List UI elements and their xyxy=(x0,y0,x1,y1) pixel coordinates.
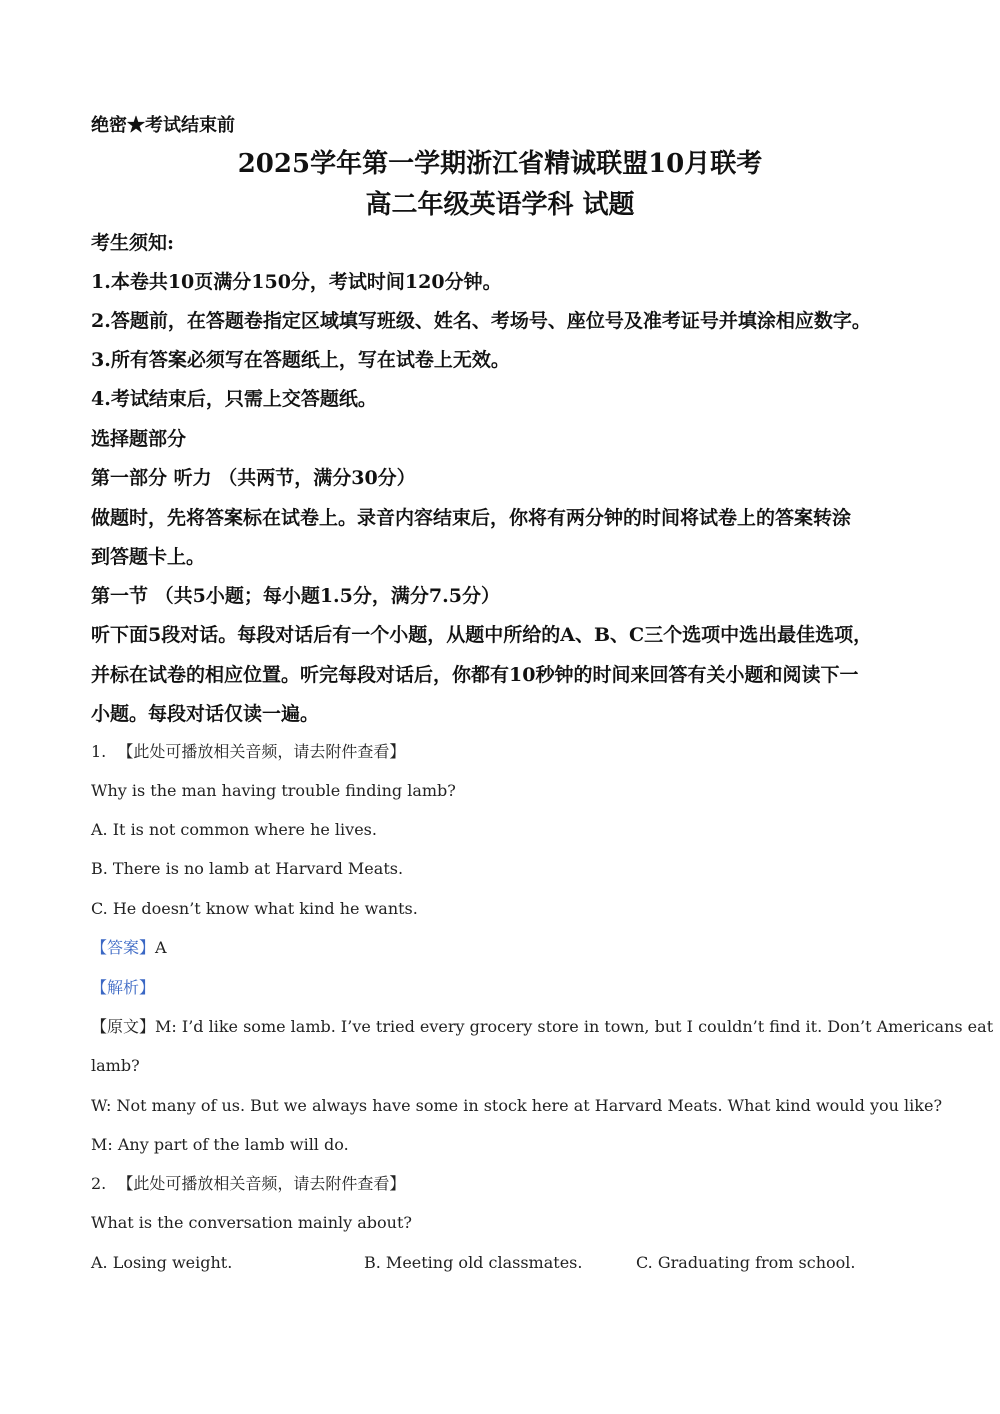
section1-instruction-line-1: 听下面5段对话。每段对话后有一个小题，从题中所给的A、B、C三个选项中选出最佳选项， xyxy=(91,624,873,646)
notice-item-3: 3.所有答案必须写在答题纸上，写在试卷上无效。 xyxy=(91,349,510,371)
notice-item-4: 4.考试结束后，只需上交答题纸。 xyxy=(91,388,377,410)
part1-instruction-line-1: 做题时，先将答案标在试卷上。录音内容结束后，你将有两分钟的时间将试卷上的答案转涂 xyxy=(91,507,852,529)
transcript-line-4: M: Any part of the lamb will do. xyxy=(91,1135,349,1154)
question-2-text: What is the conversation mainly about? xyxy=(91,1213,412,1232)
question-2-header xyxy=(91,1176,405,1192)
question-1-audio-note: 【此处可播放相关音频，请去附件查看】 xyxy=(117,742,406,761)
question-2-audio-note: 【此处可播放相关音频，请去附件查看】 xyxy=(117,1174,406,1193)
part1-instruction-line-2: 到答题卡上。 xyxy=(91,546,206,568)
confidential-label: 绝密★考试结束前 xyxy=(91,115,235,136)
section1-heading: 第一节 （共5小题；每小题1.5分，满分7.5分） xyxy=(91,585,500,607)
section1-instruction-line-3: 小题。每段对话仅读一遍。 xyxy=(91,703,320,725)
transcript-line-1 xyxy=(91,1019,993,1035)
notice-heading: 考生须知: xyxy=(91,232,175,254)
choice-section-heading: 选择题部分 xyxy=(91,428,187,450)
question-2-option-c: C. Graduating from school. xyxy=(636,1253,856,1272)
question-1-number: 1. xyxy=(91,742,107,761)
question-1-option-c: C. He doesn’t know what kind he wants. xyxy=(91,899,418,918)
answer-label: 【答案】 xyxy=(91,938,156,957)
question-1-option-b: B. There is no lamb at Harvard Meats. xyxy=(91,859,404,878)
notice-item-1: 1.本卷共10页满分150分，考试时间120分钟。 xyxy=(91,271,502,293)
transcript-text-1: M: I’d like some lamb. I’ve tried every grocery store in town, but I couldn’t find it. Don’t Americans eat xyxy=(155,1017,994,1036)
analysis-label: 【解析】 xyxy=(91,978,156,997)
question-1-text: Why is the man having trouble finding lamb? xyxy=(91,781,456,800)
question-2-number: 2. xyxy=(91,1174,107,1193)
answer-value: A xyxy=(155,938,167,957)
exam-subtitle: 高二年级英语学科 试题 xyxy=(365,190,635,220)
question-1-answer xyxy=(91,940,167,956)
transcript-line-2: lamb? xyxy=(91,1056,140,1075)
transcript-line-3: W: Not many of us. But we always have some in stock here at Harvard Meats. What kind would you like? xyxy=(91,1096,943,1115)
question-1-header xyxy=(91,744,405,760)
question-2-option-b: B. Meeting old classmates. xyxy=(364,1253,583,1272)
part1-heading: 第一部分 听力 （共两节，满分30分） xyxy=(91,467,416,489)
question-1-option-a: A. It is not common where he lives. xyxy=(91,820,377,839)
notice-item-2: 2.答题前，在答题卷指定区域填写班级、姓名、考场号、座位号及准考证号并填涂相应数字。 xyxy=(91,310,871,332)
exam-title: 2025学年第一学期浙江省精诚联盟10月联考 xyxy=(237,149,763,179)
transcript-label: 【原文】 xyxy=(91,1017,156,1036)
section1-instruction-line-2: 并标在试卷的相应位置。听完每段对话后，你都有10秒钟的时间来回答有关小题和阅读下一 xyxy=(91,664,859,686)
question-2-option-a: A. Losing weight. xyxy=(91,1253,233,1272)
